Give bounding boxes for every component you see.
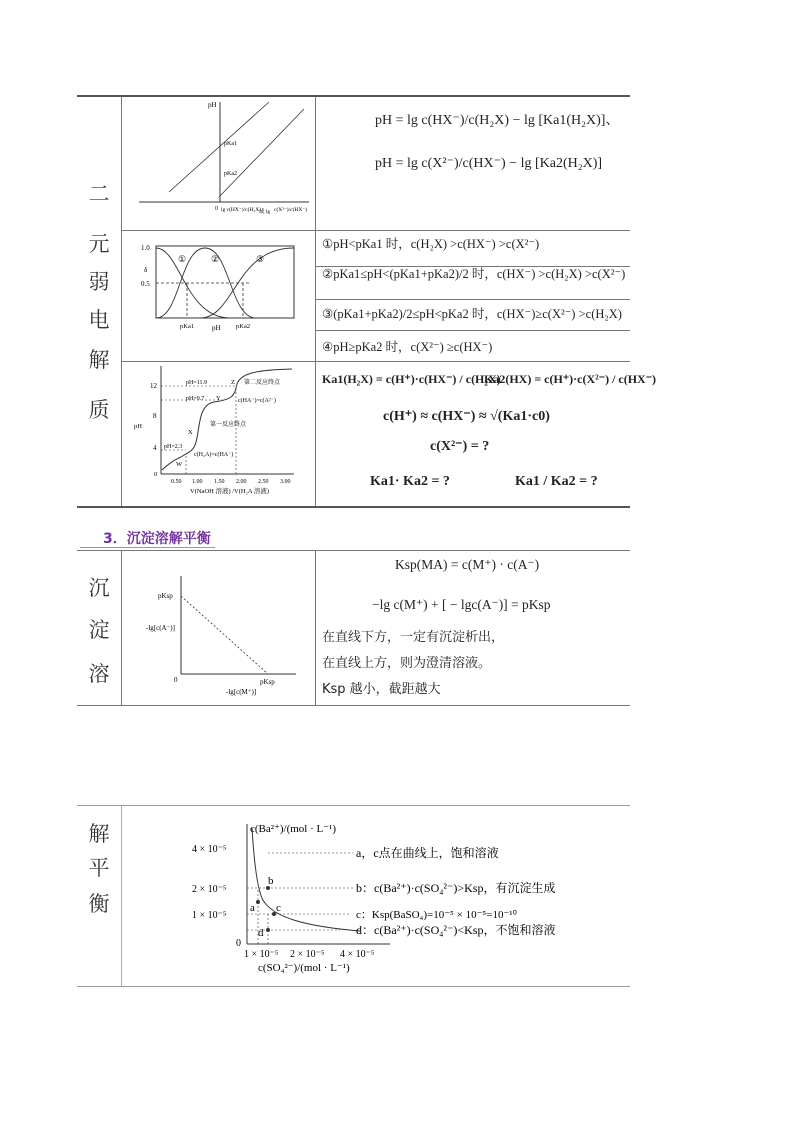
- formula-ka2: Ka2(HX) = c(H⁺)·c(X²⁻) / c(HX⁻): [484, 372, 657, 386]
- formula-cx: c(X²⁻) = ?: [430, 439, 490, 454]
- note-above-line: 在直线上方，则为澄清溶液。: [322, 656, 492, 671]
- fig3-ann-h2a-ha: c(H₂A)=c(HA⁻): [194, 452, 234, 458]
- fig5-ytick-4: 4 × 10⁻⁵: [192, 844, 227, 855]
- fig5-note-c: c：Ksp(BaSO₄)=10⁻⁵ × 10⁻⁵=10⁻¹⁰: [356, 909, 517, 921]
- fig3-xtick-050: 0.50: [171, 479, 182, 485]
- fig1-xlabel-b: c(X²⁻)/c(HX⁻): [274, 207, 308, 213]
- condition-1: ①pH<pKa1 时，c(H₂X) >c(HX⁻) >c(X²⁻): [322, 237, 540, 251]
- pksp-line-figure: [126, 556, 316, 702]
- fig2-curve1: ①: [178, 254, 187, 264]
- fig2-y05: 0.5: [141, 280, 150, 288]
- fig3-xtick-300: 3.00: [280, 479, 291, 485]
- distribution-fraction-figure: [140, 240, 305, 332]
- fig1-origin: 0: [215, 206, 218, 212]
- fig3-ylabel: pH: [134, 423, 142, 430]
- fig3-ann-y: Y: [216, 395, 221, 402]
- fig5-ytick-1: 1 × 10⁻⁵: [192, 910, 227, 921]
- fig2-x-pka2: pKa2: [236, 323, 251, 330]
- fig3-ann-ph23: pH=2.3: [164, 444, 183, 450]
- formula-approx: c(H⁺) ≈ c(HX⁻) ≈ √(Ka1·c0): [383, 409, 550, 424]
- section-title: 3．沉淀溶解平衡: [103, 531, 211, 547]
- fig3-ann-ph97: pH=9.7: [186, 396, 205, 402]
- fig5-xtick-1: 1 × 10⁻⁵: [244, 949, 279, 960]
- formula-ka1: Ka1(H₂X) = c(H⁺)·c(HX⁻) / c(H₂X): [322, 372, 501, 386]
- fig2-x-ph: pH: [212, 324, 221, 332]
- fig5-note-d: d：c(Ba²⁺)·c(SO₄²⁻)<Ksp，不饱和溶液: [356, 923, 556, 937]
- baso4-solubility-figure: [190, 818, 620, 980]
- fig5-point-b: b: [268, 875, 274, 887]
- condition-2: ②pKa1≤pH<(pKa1+pKa2)/2 时，c(HX⁻) >c(H₂X) >c(X²⁻): [322, 267, 626, 281]
- fig3-ytick-8: 8: [153, 412, 157, 420]
- fig1-ylabel: pH: [208, 101, 217, 109]
- fig1-xlabel-or: 或 lg: [259, 209, 271, 215]
- fig5-point-d: d: [258, 927, 264, 939]
- fig3-ann-end1: 第一反应终点: [210, 422, 247, 428]
- fig2-x-pka1: pKa1: [180, 323, 195, 330]
- fig1-xlabel-a: lg c(HX⁻)/c(H₂X): [221, 207, 262, 213]
- fig5-note-b: b：c(Ba²⁺)·c(SO₄²⁻)>Ksp，有沉淀生成: [356, 881, 556, 895]
- fig2-curve2: ②: [211, 254, 220, 264]
- fig2-y1: 1.0: [141, 244, 150, 252]
- fig5-xtick-4: 4 × 10⁻⁵: [340, 949, 375, 960]
- fig3-ann-z: Z: [231, 379, 235, 386]
- section-title-underline: [80, 547, 215, 548]
- condition-3: ③(pKa1+pKa2)/2≤pH<pKa2 时，c(HX⁻)≥c(X²⁻) >c(H₂X): [322, 307, 622, 321]
- fig4-ytick: pKsp: [158, 592, 173, 600]
- fig5-origin: 0: [236, 938, 241, 949]
- fig4-origin: 0: [174, 676, 178, 684]
- fig2-curve3: ③: [256, 254, 265, 264]
- fig5-ytick-2: 2 × 10⁻⁵: [192, 884, 227, 895]
- fig5-point-a: a: [250, 902, 255, 914]
- condition-4: ④pH≥pKa2 时，c(X²⁻) ≥c(HX⁻): [322, 340, 493, 354]
- fig5-xtick-2: 2 × 10⁻⁵: [290, 949, 325, 960]
- fig5-xlabel: c(SO₄²⁻)/(mol · L⁻¹): [258, 962, 350, 974]
- fig3-origin: 0: [154, 471, 158, 478]
- fig4-xtick: pKsp: [260, 678, 275, 686]
- fig3-ann-ha-a: c(HA⁻)=c(A²⁻): [238, 398, 276, 404]
- fig2-yaxis: δ: [144, 266, 148, 274]
- fig5-note-a-c: a，c点在曲线上，饱和溶液: [356, 846, 499, 860]
- fig5-point-c: c: [276, 902, 281, 914]
- fig3-ann-x: X: [188, 429, 193, 436]
- formula-ka-ratio: Ka1 / Ka2 = ?: [515, 474, 598, 489]
- formula-ksp: Ksp(MA) = c(M⁺) · c(A⁻): [395, 557, 540, 572]
- fig3-xtick-150: 1.50: [214, 479, 225, 485]
- note-ksp-intercept: Ksp 越小，截距越大: [322, 682, 441, 697]
- fig5-ylabel: c(Ba²⁺)/(mol · L⁻¹): [250, 823, 337, 835]
- fig1-label-pka2: pKa2: [224, 171, 237, 177]
- fig3-xtick-250: 2.50: [258, 479, 269, 485]
- fig4-xlabel: -lg[c(M⁺)]: [226, 688, 257, 696]
- formula-ka-product: Ka1· Ka2 = ?: [370, 474, 450, 489]
- fig3-ann-w: W: [176, 461, 183, 468]
- fig3-ytick-4: 4: [153, 444, 157, 452]
- formula-pksp-line: −lg c(M⁺) + [ − lgc(A⁻)] = pKsp: [372, 597, 551, 612]
- fig3-ann-ph119: pH=11.9: [186, 380, 207, 386]
- titration-curve-figure: [124, 362, 314, 500]
- fig3-xtick-200: 2.00: [236, 479, 247, 485]
- fig3-ytick-12: 12: [150, 382, 157, 390]
- ph-lg-ratio-figure: [124, 97, 314, 229]
- fig3-xlabel: V(NaOH 溶液) /V(H₂A 溶液): [190, 488, 269, 495]
- fig3-ann-end2: 第二反应终点: [244, 380, 281, 386]
- fig1-label-pka1: pKa1: [224, 141, 237, 147]
- note-below-line: 在直线下方，一定有沉淀析出，: [322, 630, 505, 645]
- formula-ph-ka2: pH = lg c(X²⁻)/c(HX⁻) − lg [Ka2(H₂X)]: [375, 156, 603, 171]
- fig4-ylabel: -lg[c(A⁻)]: [146, 624, 175, 632]
- formula-ph-ka1: pH = lg c(HX⁻)/c(H₂X) − lg [Ka1(H₂X)]、: [375, 113, 620, 128]
- fig3-xtick-100: 1.00: [192, 479, 203, 485]
